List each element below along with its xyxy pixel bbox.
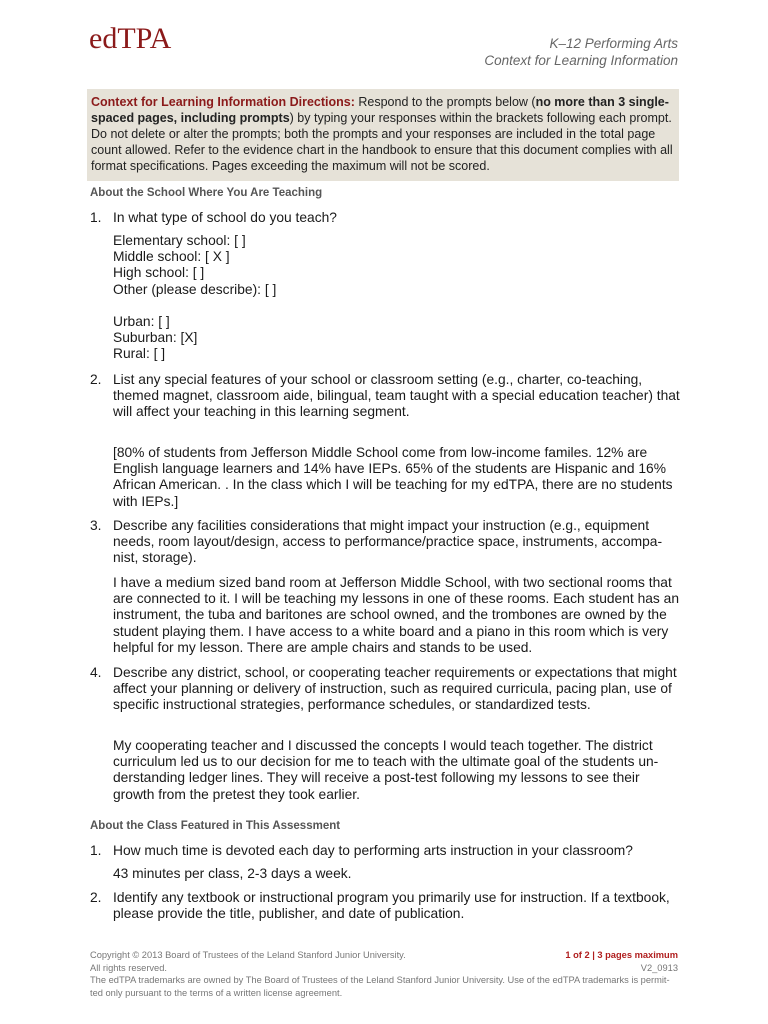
directions-box xyxy=(87,89,679,181)
prompt-text: List any special features of your school or classroom setting (e.g., charter, co-teaching, themed magnet, classroom aide, bilingual, team taught with a special education teacher) that will affect your teaching in this learning segment. xyxy=(113,372,680,420)
prompt-requirements xyxy=(90,665,680,714)
option-middle: Middle school: [ X ] xyxy=(113,249,230,265)
prompt-text: Identify any textbook or instructional program you primarily use for instruction. If a textbook, please provide the title, publisher, and date of publication. xyxy=(113,890,670,922)
directions-lead: Context for Learning Information Directions: xyxy=(91,95,355,109)
prompt-text: How much time is devoted each day to performing arts instruction in your classroom? xyxy=(113,843,633,858)
section-heading-school: About the School Where You Are Teaching xyxy=(90,187,323,199)
prompt-facilities xyxy=(90,518,680,567)
answer-special-features: [80% of students from Jefferson Middle School come from low-income familes. 12% are English language learners and 14% have IEPs. 65% of the students are Hispanic and 16% African American. . In the class which I will be teaching for my edTPA, there are no students with IEPs.] xyxy=(113,445,673,509)
option-suburban: Suburban: [X] xyxy=(113,330,198,346)
prompt-number: 1. xyxy=(90,843,102,858)
page-count: 1 of 2 | 3 pages maximum xyxy=(565,950,678,960)
page-header xyxy=(484,35,678,69)
prompt-number: 2. xyxy=(90,372,102,387)
option-high: High school: [ ] xyxy=(113,265,205,281)
option-urban: Urban: [ ] xyxy=(113,314,170,329)
prompt-textbook xyxy=(90,890,680,922)
version-label: V2_0913 xyxy=(640,962,678,973)
prompt-special-features xyxy=(90,372,680,421)
option-rural: Rural: [ ] xyxy=(113,346,166,362)
subject-label: K–12 Performing Arts xyxy=(549,36,678,51)
option-other: Other (please describe): [ ] xyxy=(113,281,277,297)
document-title: Context for Learning Information xyxy=(484,53,678,68)
edtpa-logo: edTPA xyxy=(89,22,172,55)
footer-trademark: The edTPA trademarks are owned by The Board of Trustees of the Leland Stanford Junior University. Use of the edTPA trademarks is permit-ted only pursuant to the terms of a written license agreement. xyxy=(90,975,670,998)
directions-text-1: Respond to the prompts below ( xyxy=(354,95,536,109)
section-heading-class: About the Class Featured in This Assessment xyxy=(90,820,341,832)
prompt-number: 2. xyxy=(90,890,102,905)
directions-text-2: ) by typing your responses within the brackets following each prompt. Do not delete or alter the prompts; both the prompts and your responses are included in the total page count allowed. Refer to the evidence chart in the handbook to ensure that this document complies with all format specifications. Pages exceeding the maximum will not be scored. xyxy=(91,111,673,173)
prompt-instruction-time xyxy=(90,843,680,859)
school-setting-options xyxy=(113,314,679,363)
prompt-school-type xyxy=(90,210,680,226)
footer-rights: All rights reserved. xyxy=(90,962,167,973)
prompt-text: In what type of school do you teach? xyxy=(113,210,337,225)
answer-requirements: My cooperating teacher and I discussed the concepts I would teach together. The district curriculum led us to our decision for me to teach with the ultimate goal of the students un-derstanding ledger lines. They will receive a post-test following my lessons to see their growth from the pretest they took earlier. xyxy=(113,738,659,802)
prompt-text: Describe any facilities considerations that might impact your instruction (e.g., equipment needs, room layout/design, access to performance/practice space, instruments, accompa-nist, storage). xyxy=(113,518,663,566)
footer-copyright: Copyright © 2013 Board of Trustees of the Leland Stanford Junior University. xyxy=(90,950,406,960)
prompt-text: Describe any district, school, or cooperating teacher requirements or expectations that might affect your planning or delivery of instruction, such as required curricula, pacing plan, use of specific instructional strategies, performance schedules, or standardized tests. xyxy=(113,665,677,713)
answer-facilities: I have a medium sized band room at Jefferson Middle School, with two sectional rooms that are connected to it. I will be teaching my lessons in one of these rooms. Each student has an instrument, the tuba and baritones are school owned, and the trombones are owned by the student playing them. I have access to a white board and a piano in this room which is very helpful for my lesson. There are ample chairs and stands to be used. xyxy=(113,575,679,655)
directions-bold: no more than 3 single-spaced pages, including prompts xyxy=(91,95,669,125)
school-level-options xyxy=(113,233,679,298)
option-elementary: Elementary school: [ ] xyxy=(113,233,246,248)
footer-page-info xyxy=(565,949,678,974)
prompt-number: 3. xyxy=(90,518,102,533)
prompt-number: 1. xyxy=(90,210,102,225)
answer-instruction-time: 43 minutes per class, 2-3 days a week. xyxy=(113,866,352,881)
prompt-number: 4. xyxy=(90,665,102,680)
